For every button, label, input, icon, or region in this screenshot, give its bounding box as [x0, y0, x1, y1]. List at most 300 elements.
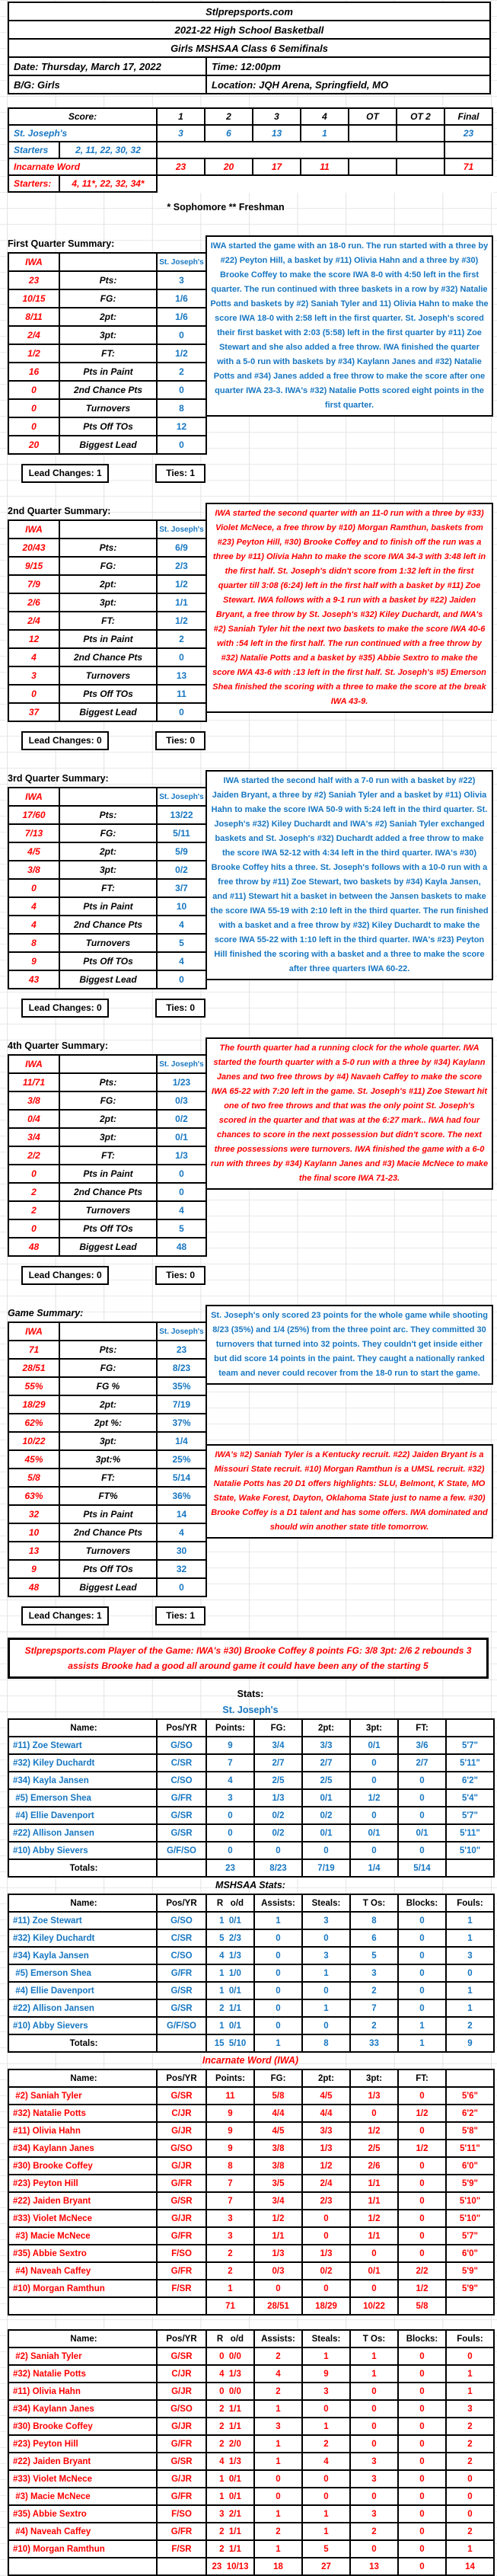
table-cell: C/SR: [157, 1929, 206, 1947]
table-cell: 1 0/1: [206, 2488, 254, 2505]
table-cell: 18/29: [8, 1395, 59, 1414]
table-cell: 0/4: [8, 1110, 59, 1128]
table-cell: 1/1: [350, 2175, 398, 2192]
table-cell: F/SO: [157, 2245, 206, 2262]
table-cell: G/FR: [157, 1964, 206, 1982]
table-cell: 5'10": [446, 1842, 494, 1859]
table-cell: 0: [350, 2540, 398, 2558]
table-cell: 5'7": [446, 1737, 494, 1754]
table-cell: 2/7: [398, 1754, 446, 1772]
game-time: Time: 12:00pm: [206, 57, 490, 75]
table-cell: 0: [157, 1165, 206, 1183]
table-cell: 0: [8, 381, 59, 399]
table-cell: 23 10/13: [206, 2558, 254, 2575]
final-header: Final: [444, 108, 492, 125]
table-cell: 2/2: [8, 1146, 59, 1165]
table-row: [8, 1414, 206, 1432]
table-cell: 4 1/3: [206, 1947, 254, 1964]
table-cell: Pts in Paint: [59, 1505, 157, 1523]
table-cell: 0: [398, 2558, 446, 2575]
table-row: [8, 1894, 494, 1912]
table-cell: 8: [8, 934, 59, 952]
table-cell: 0: [302, 1982, 350, 1999]
table-cell: 0: [350, 2383, 398, 2400]
first-quarter-heading: First Quarter Summary:: [8, 238, 115, 249]
table-cell: 2: [446, 2523, 494, 2540]
table-row: [8, 2175, 494, 2192]
empty-cell: [157, 175, 492, 192]
table-row: [8, 1238, 206, 1256]
table-cell: 4: [157, 1201, 206, 1219]
table-cell: 0: [398, 1789, 446, 1807]
table-cell: #32) Kiley Duchardt: [8, 1754, 157, 1772]
table-cell: 3: [350, 2453, 398, 2470]
table-cell: 3: [302, 1947, 350, 1964]
table-cell: 4 1/3: [206, 2453, 254, 2470]
table-cell: 0: [398, 1982, 446, 1999]
table-cell: 1: [302, 1999, 350, 2017]
table-cell: #35) Abbie Sextro: [8, 2505, 157, 2523]
table-cell: IWA: [8, 253, 59, 271]
table-cell: 0/2: [157, 1110, 206, 1128]
table-cell: 1: [446, 1999, 494, 2017]
table-cell: FG %: [59, 1377, 157, 1395]
table-cell: G/SO: [157, 1737, 206, 1754]
table-cell: G/F/SO: [157, 1842, 206, 1859]
table-row: [8, 1322, 206, 1341]
table-cell: 1 0/1: [206, 2470, 254, 2488]
table-cell: St. Joseph's: [157, 253, 206, 271]
table-cell: 0: [398, 1999, 446, 2017]
table-cell: 2: [254, 2383, 302, 2400]
table-cell: 5'9": [446, 2280, 494, 2297]
table-cell: 1/3: [302, 2140, 350, 2157]
table-body: [8, 2330, 494, 2575]
table-cell: 1: [302, 2523, 350, 2540]
table-cell: #34) Kayla Jansen: [8, 1947, 157, 1964]
first-quarter-stats-table: [8, 252, 207, 455]
table-row: [8, 2, 490, 21]
table-row: [8, 612, 206, 630]
third-quarter-narrative: IWA started the second half with a 7-0 run with a basket by #22) Jaiden Bryant, a three by #2) Saniah Tyler and a basket by #11) Olivia Hahn to make the score IWA 50-9 with 5:24 left in the third quarter. St. Joseph's #32) Kiley Duchardt and IWA's #2) Saniah Tyler exchanged baskets and St. Joseph's #32) Duchardt added a free throw to make the score IWA 52-12 with 4:34 left in the third quarter. IWA's #30) Brooke Coffey hits a three. St. Joseph's follows with a 10-0 run with a free throw by #11) Zoe Stewart, two baskets by #34) Kayla Jansen, and #11) Stewart hit a basket in between the Jansen baskets to make the score IWA 55-19 with 2:10 left in the third quarter. The run finished with a basket and a free throw by #32) Kiley Duchardt to make the score IWA 55-22 with 1:10 left in the third quarter. IWA's #23) Peyton Hill finished the scoring with a basket and a three to make the score after three quarters IWA 60-22.: [205, 770, 493, 980]
table-cell: 9: [206, 2140, 254, 2157]
table-cell: Biggest Lead: [59, 436, 157, 454]
table-cell: 0: [398, 2347, 446, 2365]
table-cell: 6'0": [446, 2245, 494, 2262]
table-cell: 2: [446, 2453, 494, 2470]
table-cell: 0: [206, 1842, 254, 1859]
table-cell: 1 0/1: [206, 1912, 254, 1929]
table-cell: #10) Abby Sievers: [8, 1842, 157, 1859]
table-cell: 4 1/3: [206, 2365, 254, 2383]
table-cell: 0: [157, 648, 206, 666]
table-cell: [59, 788, 157, 806]
table-cell: 2: [157, 363, 206, 381]
table-cell: C/JR: [157, 2105, 206, 2122]
table-row: [8, 934, 206, 952]
table-row: [8, 1183, 206, 1201]
table-cell: 3: [157, 271, 206, 289]
table-row: [8, 1560, 206, 1578]
iwa-starters-row: [8, 175, 492, 192]
table-cell: Pts in Paint: [59, 363, 157, 381]
table-row: [8, 648, 206, 666]
iwa-starters-label: Starters:: [8, 175, 59, 192]
table-cell: 0: [350, 2488, 398, 2505]
table-cell: Points:: [206, 2069, 254, 2087]
event-title: Girls MSHSAA Class 6 Semifinals: [8, 39, 490, 57]
stj-q3: 13: [253, 125, 301, 142]
table-cell: 1: [254, 2034, 302, 2052]
table-row: [8, 970, 206, 989]
table-cell: 4: [8, 916, 59, 934]
table-cell: G/SR: [157, 2453, 206, 2470]
table-cell: Steals:: [302, 2330, 350, 2347]
table-cell: 0: [350, 1842, 398, 1859]
table-cell: 2nd Chance Pts: [59, 648, 157, 666]
table-cell: 5/8: [254, 2087, 302, 2105]
empty-cell: [444, 142, 492, 158]
table-cell: #30) Brooke Coffey: [8, 2157, 157, 2175]
table-cell: 0: [254, 2488, 302, 2505]
table-row: [8, 842, 206, 861]
table-cell: Pts Off TOs: [59, 1560, 157, 1578]
table-cell: FG:: [254, 2069, 302, 2087]
table-cell: 0: [446, 2470, 494, 2488]
table-cell: T Os:: [350, 1894, 398, 1912]
table-cell: Blocks:: [398, 1894, 446, 1912]
table-cell: G/JR: [157, 2210, 206, 2227]
table-cell: 5: [350, 1947, 398, 1964]
table-cell: 9: [206, 2105, 254, 2122]
table-cell: 0/1: [398, 1824, 446, 1842]
second-quarter-narrative: IWA started the second quarter with an 11-0 run with a three by #33) Violet McNece, a free throw by #10) Morgan Ramthun, baskets from #23) Peyton Hill, #30) Brooke Coffey and to finish off the run was a three by #11) Olivia Hahn to make the score IWA 34-3 with 3:48 left in the first half. St. Joseph's didn't score from 1:32 left in the first quarter till 3:08 (6:24) left in the first half with a basket by #11) Zoe Stewart. IWA follows with a 9-1 run with a basket by #22) Jaiden Bryant, a free throw by St. Joseph's #32) Kiley Duchardt, and IWA's #2) Saniah Tyler hit the next two baskets to make the score IWA 40-6 with :54 left in the first half. The run continued with a free throw by #32) Natalie Potts and a basket by #35) Abbie Sextro to make the score IWA 43-6 with :13 left in the first half. St. Joseph's #5) Emerson Shea finished the scoring with a three to make the score at the break IWA 43-9.: [205, 503, 493, 713]
table-cell: 4: [157, 952, 206, 970]
stj-team-name: St. Joseph's: [8, 125, 157, 142]
table-cell: 9: [446, 2034, 494, 2052]
table-cell: 1: [398, 2017, 446, 2034]
table-cell: 0: [8, 399, 59, 417]
table-cell: 5: [157, 1219, 206, 1238]
table-cell: G/SO: [157, 2140, 206, 2157]
table-cell: F/SR: [157, 2540, 206, 2558]
table-cell: 0: [254, 2280, 302, 2297]
table-cell: #2) Saniah Tyler: [8, 2087, 157, 2105]
table-cell: 4: [8, 897, 59, 916]
table-cell: 4/5: [254, 2122, 302, 2140]
third-quarter-heading: 3rd Quarter Summary:: [8, 773, 109, 784]
table-cell: 3pt:: [59, 861, 157, 879]
table-cell: 1/6: [157, 308, 206, 326]
table-cell: 2 1/1: [206, 2418, 254, 2435]
mshsaa-stats-title: MSHSAA Stats:: [215, 1880, 285, 1890]
ties-box: Ties: 0: [155, 731, 205, 750]
table-cell: Turnovers: [59, 1201, 157, 1219]
table-cell: 0: [398, 2383, 446, 2400]
table-cell: FT:: [398, 1719, 446, 1737]
table-cell: 0/2: [157, 861, 206, 879]
table-row: [8, 2488, 494, 2505]
stj-q2: 6: [205, 125, 253, 142]
table-cell: 0: [350, 2435, 398, 2453]
table-cell: 2/5: [302, 1772, 350, 1789]
table-cell: #4) Naveah Caffey: [8, 2523, 157, 2540]
table-cell: #22) Allison Jansen: [8, 1824, 157, 1842]
table-row: [8, 75, 490, 94]
table-body: [8, 253, 206, 454]
table-row: [8, 2383, 494, 2400]
table-cell: Name:: [8, 1719, 157, 1737]
table-cell: 0: [8, 417, 59, 436]
table-row: [8, 1824, 494, 1842]
table-cell: 0: [302, 2227, 350, 2245]
table-cell: 0/3: [157, 1091, 206, 1110]
table-cell: 0/1: [302, 1824, 350, 1842]
table-row: [8, 1165, 206, 1183]
table-cell: 1: [254, 2540, 302, 2558]
table-cell: 0: [398, 1807, 446, 1824]
table-body: [8, 520, 206, 721]
table-cell: 0: [446, 2505, 494, 2523]
iwa-team-name: Incarnate Word: [8, 158, 157, 175]
table-cell: #30) Brooke Coffey: [8, 2418, 157, 2435]
score-table: [8, 107, 493, 193]
q1-header: 1: [157, 108, 205, 125]
game-summary-stj-narrative: St. Joseph's only scored 23 points for the whole game while shooting 8/23 (35%) and 1/4 (25%) from the three point arc. They committed 30 turnovers that turned into 32 points. They couldn't get inside either but did score 14 points in the paint. They caught a nationally ranked team and never could recover from the 18-0 run to start the game.: [205, 1305, 493, 1385]
table-cell: 18: [254, 2558, 302, 2575]
table-cell: 0: [206, 1807, 254, 1824]
table-cell: 1: [254, 2453, 302, 2470]
table-cell: 1: [206, 2280, 254, 2297]
table-cell: 2: [446, 2017, 494, 2034]
table-cell: Totals:: [8, 1859, 157, 1877]
table-cell: 1/3: [350, 2087, 398, 2105]
table-cell: T Os:: [350, 2330, 398, 2347]
table-cell: 2: [206, 2245, 254, 2262]
table-cell: G/FR: [157, 1789, 206, 1807]
table-cell: C/SR: [157, 1754, 206, 1772]
table-cell: 0: [398, 2192, 446, 2210]
table-cell: 2: [206, 2262, 254, 2280]
table-cell: 0: [8, 1219, 59, 1238]
table-row: [8, 1964, 494, 1982]
table-cell: 18/29: [302, 2297, 350, 2315]
table-row: [8, 1110, 206, 1128]
table-row: [8, 1432, 206, 1450]
table-cell: 1: [254, 2435, 302, 2453]
stj-final: 23: [444, 125, 492, 142]
stj-starters-row: [8, 142, 492, 158]
table-row: [8, 1128, 206, 1146]
table-cell: G/SR: [157, 2087, 206, 2105]
table-cell: 10/22: [350, 2297, 398, 2315]
table-cell: G/F/SO: [157, 2017, 206, 2034]
table-cell: 0: [302, 2210, 350, 2227]
table-cell: 2nd Chance Pts: [59, 1523, 157, 1542]
table-cell: 0: [398, 2523, 446, 2540]
table-cell: 8/11: [8, 308, 59, 326]
table-cell: 4: [157, 916, 206, 934]
table-row: [8, 2435, 494, 2453]
lead-changes-box: Lead Changes: 0: [21, 999, 109, 1018]
table-cell: 1/2: [254, 2210, 302, 2227]
table-row: [8, 1947, 494, 1964]
table-cell: 3: [206, 1789, 254, 1807]
table-row: [8, 1789, 494, 1807]
table-cell: G/SR: [157, 2347, 206, 2365]
table-row: [8, 539, 206, 557]
game-date: Date: Thursday, March 17, 2022: [8, 57, 206, 75]
table-cell: 0: [350, 1807, 398, 1824]
table-row: [8, 916, 206, 934]
table-cell: 3/3: [302, 1737, 350, 1754]
table-row: [8, 861, 206, 879]
table-cell: 0: [350, 2245, 398, 2262]
table-cell: G/SR: [157, 1999, 206, 2017]
table-cell: FT:: [59, 344, 157, 363]
table-cell: St. Joseph's: [157, 1322, 206, 1341]
table-cell: 5/14: [157, 1469, 206, 1487]
table-cell: 1: [446, 1982, 494, 1999]
table-row: [8, 703, 206, 721]
lead-changes-box: Lead Changes: 1: [21, 1606, 109, 1625]
table-cell: 0/2: [302, 1807, 350, 1824]
table-cell: #32) Natalie Potts: [8, 2365, 157, 2383]
table-cell: Biggest Lead: [59, 1578, 157, 1596]
table-cell: 5/8: [398, 2297, 446, 2315]
table-cell: Pts Off TOs: [59, 952, 157, 970]
table-cell: 2: [350, 1982, 398, 1999]
q2-header: 2: [205, 108, 253, 125]
table-cell: FG:: [59, 1091, 157, 1110]
table-cell: #11) Olivia Hahn: [8, 2122, 157, 2140]
ties-box: Ties: 1: [155, 1606, 205, 1625]
table-cell: 1: [254, 1912, 302, 1929]
table-cell: 23: [206, 1859, 254, 1877]
table-cell: Fouls:: [446, 2330, 494, 2347]
table-cell: [446, 2069, 494, 2087]
table-cell: 1/4: [350, 1859, 398, 1877]
table-row: [8, 1487, 206, 1505]
table-cell: 0: [254, 1929, 302, 1947]
table-cell: [59, 253, 157, 271]
table-cell: G/FR: [157, 2488, 206, 2505]
table-row: [8, 630, 206, 648]
table-cell: FT:: [398, 2069, 446, 2087]
table-row: [8, 326, 206, 344]
table-cell: 1/6: [157, 289, 206, 308]
table-cell: 0: [398, 2210, 446, 2227]
table-cell: 3: [350, 1964, 398, 1982]
stj-starters: 2, 11, 22, 30, 32: [59, 142, 157, 158]
table-cell: #34) Kaylann Janes: [8, 2400, 157, 2418]
stj-ot2: [397, 125, 444, 142]
table-cell: 8: [157, 399, 206, 417]
table-cell: 62%: [8, 1414, 59, 1432]
table-cell: 35%: [157, 1377, 206, 1395]
table-cell: 8: [350, 1912, 398, 1929]
table-row: [8, 271, 206, 289]
iwa-q1: 23: [157, 158, 205, 175]
table-row: [8, 1912, 494, 1929]
table-row: [8, 1505, 206, 1523]
table-cell: 9: [206, 1737, 254, 1754]
table-row: [8, 2400, 494, 2418]
stj-stats-title: St. Joseph's: [222, 1705, 279, 1715]
table-cell: 7/13: [8, 824, 59, 842]
table-cell: Name:: [8, 1894, 157, 1912]
table-cell: 0/1: [350, 1824, 398, 1842]
table-cell: Fouls:: [446, 1894, 494, 1912]
table-cell: R o/d: [206, 1894, 254, 1912]
third-quarter-section: [8, 770, 497, 1018]
table-cell: 0: [254, 1964, 302, 1982]
table-cell: 2/4: [302, 2175, 350, 2192]
table-cell: G/SR: [157, 2192, 206, 2210]
table-cell: 3: [302, 2383, 350, 2400]
table-cell: 4: [206, 1772, 254, 1789]
table-row: [8, 2347, 494, 2365]
table-cell: Steals:: [302, 1894, 350, 1912]
table-cell: #22) Allison Jansen: [8, 1999, 157, 2017]
table-cell: 71: [8, 1341, 59, 1359]
table-row: [8, 1929, 494, 1947]
table-cell: 0: [398, 2453, 446, 2470]
table-cell: 3/3: [302, 2122, 350, 2140]
table-cell: 3pt:: [59, 1432, 157, 1450]
table-cell: 1: [446, 2540, 494, 2558]
table-cell: 0/1: [350, 1737, 398, 1754]
table-cell: 0/2: [302, 2262, 350, 2280]
table-cell: 2: [302, 2435, 350, 2453]
table-cell: 2/7: [302, 1754, 350, 1772]
table-cell: 4: [8, 648, 59, 666]
table-cell: 2: [350, 2523, 398, 2540]
table-cell: [157, 2558, 206, 2575]
table-cell: 5'8": [446, 2122, 494, 2140]
table-row: [8, 1982, 494, 1999]
stj-scoring-table: [8, 1718, 495, 1878]
table-cell: 0: [157, 326, 206, 344]
table-cell: St. Joseph's: [157, 1055, 206, 1073]
table-cell: 0: [254, 1842, 302, 1859]
table-cell: 0: [254, 1947, 302, 1964]
table-cell: #2) Saniah Tyler: [8, 2347, 157, 2365]
table-row: [8, 1377, 206, 1395]
table-cell: 3/6: [398, 1737, 446, 1754]
table-cell: FG:: [59, 1359, 157, 1377]
table-row: [8, 2365, 494, 2383]
stj-starters-label: Starters: [8, 142, 59, 158]
table-cell: 6/9: [157, 539, 206, 557]
table-cell: Assists:: [254, 2330, 302, 2347]
table-cell: 2 1/1: [206, 2523, 254, 2540]
table-cell: 4/4: [302, 2105, 350, 2122]
table-cell: 0: [157, 1578, 206, 1596]
table-cell: 1/2: [350, 1789, 398, 1807]
table-cell: 0: [350, 2400, 398, 2418]
table-row: [8, 1523, 206, 1542]
table-cell: 13/22: [157, 806, 206, 824]
class-year-footnote: * Sophomore ** Freshman: [167, 202, 285, 213]
table-cell: 12: [8, 630, 59, 648]
ties-box: Ties: 0: [155, 1266, 205, 1285]
table-cell: 0: [398, 2505, 446, 2523]
table-row: [8, 57, 490, 75]
table-cell: St. Joseph's: [157, 788, 206, 806]
table-cell: 2/3: [157, 557, 206, 575]
table-cell: 0: [446, 2488, 494, 2505]
